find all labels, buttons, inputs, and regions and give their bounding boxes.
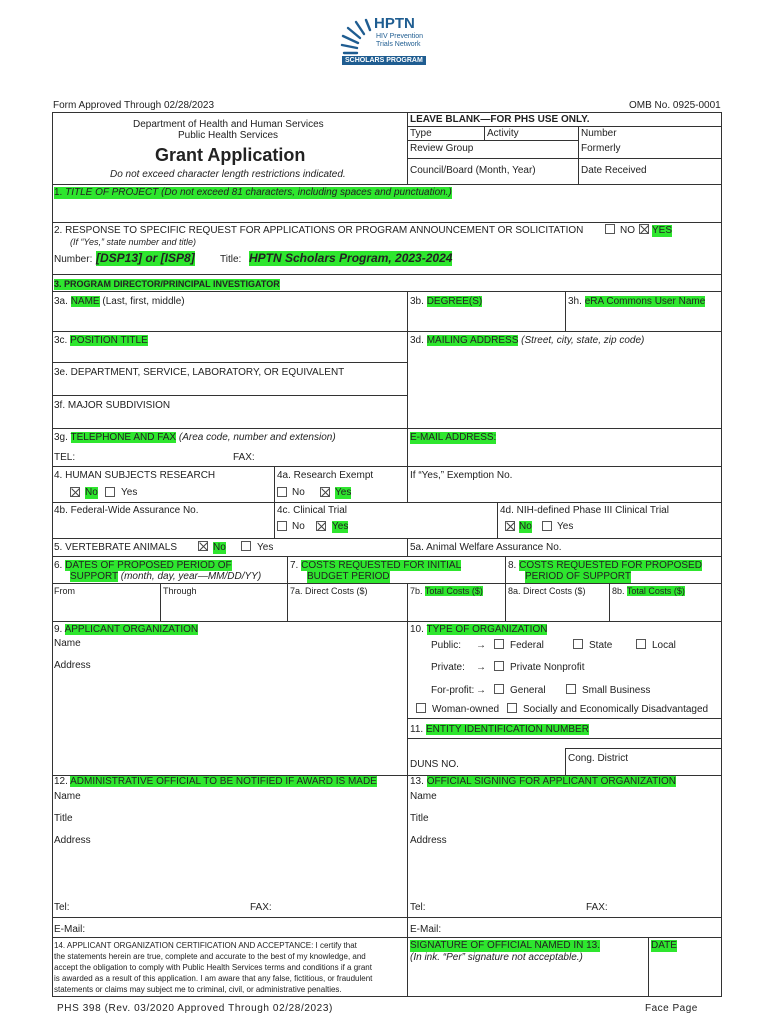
logo-sub1: HIV Prevention xyxy=(376,33,424,40)
s5-yes-label: Yes xyxy=(257,542,274,553)
s5-label: 5. VERTEBRATE ANIMALS xyxy=(54,542,178,553)
s12-title: Title xyxy=(54,813,73,824)
s3g-num: 3g. xyxy=(54,432,68,443)
s13-tel: Tel: xyxy=(410,902,426,913)
s4a-no-checkbox[interactable] xyxy=(277,487,287,497)
s10-private-np: Private Nonprofit xyxy=(510,662,585,673)
s4c-no-label: No xyxy=(292,521,305,532)
s13-title: Title xyxy=(410,813,429,824)
number-label: Number xyxy=(581,128,617,139)
logo-program: SCHOLARS PROGRAM xyxy=(342,56,426,65)
s14-line-3: accept the obligation to comply with Public Health Services terms and conditions if a grant xyxy=(54,963,372,972)
s10-public-arrow: → xyxy=(476,640,486,651)
s10-general: General xyxy=(510,685,546,696)
s5-yes-checkbox[interactable] xyxy=(241,541,251,551)
date-received-label: Date Received xyxy=(581,165,647,176)
s7-line2: BUDGET PERIOD xyxy=(307,571,390,582)
s1-label: TITLE OF PROJECT (Do not exceed 81 characters, including spaces and punctuation.) xyxy=(65,187,452,198)
s11-cong: Cong. District xyxy=(568,753,629,764)
s9-name: Name xyxy=(54,638,81,649)
s3f-label: 3f. MAJOR SUBDIVISION xyxy=(54,400,171,411)
council-label: Council/Board (Month, Year) xyxy=(410,165,536,176)
s13-fax: FAX: xyxy=(586,902,608,913)
footer-form: PHS 398 (Rev. 03/2020 Approved Through 02/28/2023) xyxy=(57,1003,333,1014)
s8b-label xyxy=(612,586,685,597)
s7b-label xyxy=(410,586,483,597)
s6-from: From xyxy=(54,586,75,596)
s8-line1: COSTS REQUESTED FOR PROPOSED xyxy=(519,560,702,571)
s3-email-label: E-MAIL ADDRESS: xyxy=(410,432,497,443)
s10-private: Private: xyxy=(431,662,465,673)
s4c-yes-label: Yes xyxy=(332,521,349,532)
type-label: Type xyxy=(410,128,432,139)
s2-sub: (If “Yes,” state number and title) xyxy=(70,237,197,247)
s6-through: Through xyxy=(163,586,197,596)
s2-label: 2. RESPONSE TO SPECIFIC REQUEST FOR APPLICATIONS OR PROGRAM ANNOUNCEMENT OR SOLICITATION xyxy=(54,225,584,236)
s4a-no-label: No xyxy=(292,487,305,498)
s12-fax: FAX: xyxy=(250,902,272,913)
s8b-total: Total Costs ($) xyxy=(626,586,685,596)
s4c-no-checkbox[interactable] xyxy=(277,521,287,531)
logo-name: HPTN xyxy=(374,15,415,32)
s3a-name: NAME xyxy=(70,296,100,307)
formerly-label: Formerly xyxy=(581,143,621,154)
s9-applicant: APPLICANT ORGANIZATION xyxy=(64,624,199,635)
s12-email: E-Mail: xyxy=(54,924,86,935)
s14-line-5: statements or claims may subject me to criminal, civil, or administrative penalties. xyxy=(54,985,342,994)
s4c-yes-checkbox[interactable] xyxy=(316,521,326,531)
signature-field[interactable] xyxy=(410,966,646,994)
s6-line2: SUPPORT xyxy=(70,571,118,582)
s10-woman: Woman-owned xyxy=(432,704,500,715)
s13-num: 13. xyxy=(410,776,424,787)
s10-public: Public: xyxy=(431,640,462,651)
s2-yes-checkbox[interactable] xyxy=(639,224,649,234)
s12-num: 12. xyxy=(54,776,68,787)
s3g-telfax: TELEPHONE AND FAX xyxy=(70,432,177,443)
s10-local-checkbox[interactable] xyxy=(636,639,646,649)
s2-number-label: Number: xyxy=(54,254,93,265)
s3h-era: eRA Commons User Name xyxy=(584,296,706,307)
s4b-label: 4b. Federal-Wide Assurance No. xyxy=(54,505,199,516)
s4a-yes-checkbox[interactable] xyxy=(320,487,330,497)
s10-disadv: Socially and Economically Disadvantaged xyxy=(523,704,709,715)
omb-number: OMB No. 0925-0001 xyxy=(629,100,721,111)
leave-blank: LEAVE BLANK—FOR PHS USE ONLY. xyxy=(410,114,590,125)
s10-private-np-checkbox[interactable] xyxy=(494,661,504,671)
s3c-position: POSITION TITLE xyxy=(70,335,148,346)
s7-line1: COSTS REQUESTED FOR INITIAL xyxy=(301,560,462,571)
s10-num: 10. xyxy=(410,624,424,635)
s4d-no-label: No xyxy=(519,521,532,532)
s4-label: 4. HUMAN SUBJECTS RESEARCH xyxy=(54,470,216,481)
s3b-degrees: DEGREE(S) xyxy=(426,296,483,307)
title-of-project-label xyxy=(54,187,452,199)
s9-num: 9. xyxy=(54,624,63,635)
s13-official: OFFICIAL SIGNING FOR APPLICANT ORGANIZATION xyxy=(426,776,676,787)
form-approved: Form Approved Through 02/28/2023 xyxy=(53,100,215,111)
char-note: Do not exceed character length restrictions indicated. xyxy=(110,169,346,180)
s7b-total: Total Costs ($) xyxy=(424,586,483,596)
s14-line-4: is awarded as a result of this application. I am aware that any false, fictitious, or fraudulent xyxy=(54,974,373,983)
s10-small-business: Small Business xyxy=(582,685,651,696)
dept: Department of Health and Human Services xyxy=(133,119,324,130)
s3d-label xyxy=(410,335,644,347)
page-title: Grant Application xyxy=(155,145,306,165)
s3b-label xyxy=(410,296,482,308)
s12-address: Address xyxy=(54,835,91,846)
logo-sub2: Trials Network xyxy=(376,41,421,48)
s3c-label xyxy=(54,335,148,347)
date-label: DATE xyxy=(651,940,677,951)
s13-email: E-Mail: xyxy=(410,924,442,935)
s2-no-checkbox[interactable] xyxy=(605,224,615,234)
s8b-num: 8b. xyxy=(612,586,625,596)
s3b-num: 3b. xyxy=(410,296,424,307)
s3-fax-label: FAX: xyxy=(233,452,255,463)
s10-state-checkbox[interactable] xyxy=(573,639,583,649)
title-of-project-field[interactable] xyxy=(54,201,719,221)
s4-no-checkbox[interactable] xyxy=(70,487,80,497)
s13-name: Name xyxy=(410,791,437,802)
s2-no-label: NO xyxy=(620,225,635,236)
s12-tel: Tel: xyxy=(54,902,70,913)
s3-tel-label: TEL: xyxy=(54,452,76,463)
review-group-label: Review Group xyxy=(410,143,474,154)
s3a-label xyxy=(54,296,185,308)
s13-address: Address xyxy=(410,835,447,846)
s3-header: 3. PROGRAM DIRECTOR/PRINCIPAL INVESTIGATOR xyxy=(54,279,280,289)
s13-label xyxy=(410,776,676,788)
s4c-label: 4c. Clinical Trial xyxy=(277,505,348,516)
s5-no-label: No xyxy=(213,542,226,553)
s10-label xyxy=(410,624,547,636)
s2-yes-label: YES xyxy=(652,225,673,236)
s2-title-value[interactable]: HPTN Scholars Program, 2023-2024 xyxy=(249,251,453,265)
s11-duns: DUNS NO. xyxy=(410,759,459,770)
s10-forprofit-arrow: → xyxy=(476,685,486,696)
s12-name: Name xyxy=(54,791,81,802)
s4a-yes-label: Yes xyxy=(335,487,352,498)
s3d-mailing: MAILING ADDRESS xyxy=(426,335,519,346)
s12-label xyxy=(54,776,377,788)
activity-label: Activity xyxy=(487,128,519,139)
s11-entity: ENTITY IDENTIFICATION NUMBER xyxy=(425,724,589,735)
s12-admin: ADMINISTRATIVE OFFICIAL TO BE NOTIFIED IF AWARD IS MADE xyxy=(70,776,377,787)
s6-note: (month, day, year—MM/DD/YY) xyxy=(120,571,262,582)
s6-line2-wrap xyxy=(70,571,261,583)
s4d-label: 4d. NIH-defined Phase III Clinical Trial xyxy=(500,505,669,516)
s14-line-2: the statements herein are true, complete and accurate to the best of my knowledge, and xyxy=(54,952,366,961)
s10-state: State xyxy=(589,640,613,651)
s3c-num: 3c. xyxy=(54,335,68,346)
s3d-num: 3d. xyxy=(410,335,424,346)
s7-num: 7. xyxy=(290,560,299,571)
s10-local: Local xyxy=(652,640,676,651)
s4-exemption-label: If “Yes,” Exemption No. xyxy=(410,470,513,481)
s4-no-label: No xyxy=(85,487,98,498)
s10-disadv-checkbox[interactable] xyxy=(507,703,517,713)
s2-title-label: Title: xyxy=(220,254,242,265)
s11-label xyxy=(410,724,589,736)
s4-yes-checkbox[interactable] xyxy=(105,487,115,497)
s5-no-checkbox[interactable] xyxy=(198,541,208,551)
s10-general-checkbox[interactable] xyxy=(494,684,504,694)
s2-number-value[interactable]: [DSP13] or [ISP8] xyxy=(96,251,195,265)
s4d-no-checkbox[interactable] xyxy=(505,521,515,531)
s3e-label: 3e. DEPARTMENT, SERVICE, LABORATORY, OR EQUIVALENT xyxy=(54,367,345,378)
s3g-label xyxy=(54,432,336,444)
s7b-num: 7b. xyxy=(410,586,423,596)
s3h-num: 3h. xyxy=(568,296,582,307)
s3d-note: (Street, city, state, zip code) xyxy=(521,335,645,346)
s8-num: 8. xyxy=(508,560,517,571)
s4d-yes-checkbox[interactable] xyxy=(542,521,552,531)
s3a-note: (Last, first, middle) xyxy=(102,296,185,307)
s10-private-arrow: → xyxy=(476,662,486,673)
s4a-label: 4a. Research Exempt xyxy=(277,470,374,481)
s6-num: 6. xyxy=(54,560,63,571)
signature-label: SIGNATURE OF OFFICIAL NAMED IN 13. xyxy=(410,940,601,951)
footer-page: Face Page xyxy=(645,1003,698,1014)
s8-line2: PERIOD OF SUPPORT xyxy=(525,571,631,582)
s14-line-1: 14. APPLICANT ORGANIZATION CERTIFICATION AND ACCEPTANCE: I certify that xyxy=(54,941,357,950)
s9-address: Address xyxy=(54,660,91,671)
s8a-label: 8a. Direct Costs ($) xyxy=(508,586,586,596)
s3g-note: (Area code, number and extension) xyxy=(178,432,336,443)
s5a-label: 5a. Animal Welfare Assurance No. xyxy=(410,542,562,553)
signature-note: (In ink. “Per” signature not acceptable.) xyxy=(410,952,583,963)
s4-yes-label: Yes xyxy=(121,487,138,498)
s6-line1: DATES OF PROPOSED PERIOD OF xyxy=(65,560,232,571)
s10-type: TYPE OF ORGANIZATION xyxy=(426,624,548,635)
date-field[interactable] xyxy=(651,954,719,994)
s11-num: 11. xyxy=(410,724,424,735)
s3a-num: 3a. xyxy=(54,296,68,307)
s4d-yes-label: Yes xyxy=(557,521,574,532)
s10-federal: Federal xyxy=(510,640,544,651)
s1-num: 1. xyxy=(54,187,63,198)
s10-woman-checkbox[interactable] xyxy=(416,703,426,713)
s10-forprofit: For-profit: xyxy=(431,685,475,696)
s10-small-business-checkbox[interactable] xyxy=(566,684,576,694)
s10-federal-checkbox[interactable] xyxy=(494,639,504,649)
phs: Public Health Services xyxy=(178,130,279,141)
s3h-label xyxy=(568,296,705,308)
s7a-label: 7a. Direct Costs ($) xyxy=(290,586,368,596)
hptn-logo xyxy=(340,14,430,66)
s9-label xyxy=(54,624,198,636)
